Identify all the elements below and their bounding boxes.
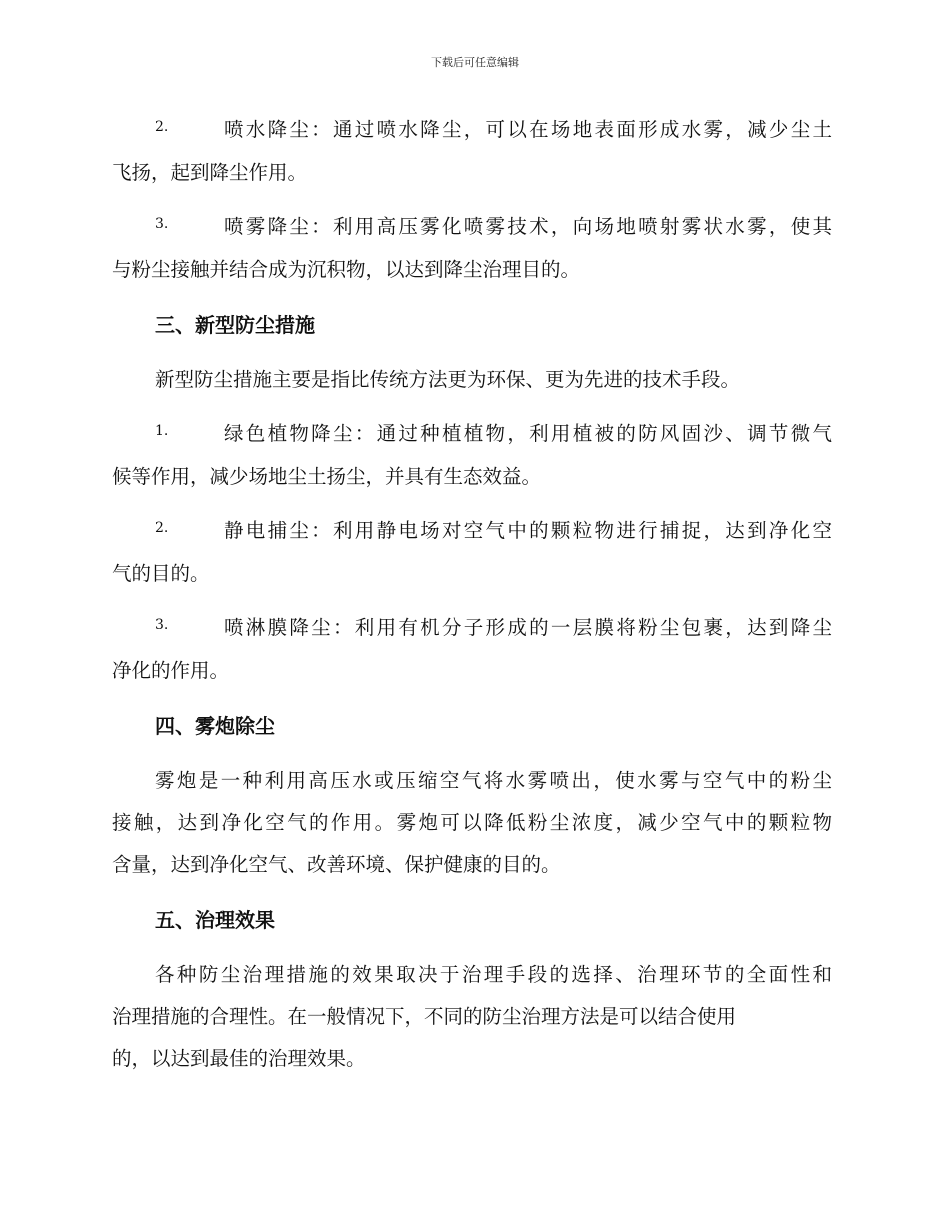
list-item-text: 与粉尘接触并结合成为沉积物，以达到降尘治理目的。	[112, 258, 581, 281]
section-heading: 五、治理效果	[155, 908, 275, 932]
paragraph-text: 各种防尘治理措施的效果取决于治理手段的选择、治理环节的全面性和	[155, 963, 832, 986]
list-item-text: 喷淋膜降尘：利用有机分子形成的一层膜将粉尘包裹，达到降尘	[224, 616, 832, 639]
list-item-text: 喷水降尘：通过喷水降尘，可以在场地表面形成水雾，减少尘土	[224, 118, 832, 141]
list-item-text: 飞扬，起到降尘作用。	[112, 161, 308, 184]
list-number: 3.	[155, 216, 169, 232]
list-number: 2.	[155, 119, 169, 135]
list-item-text: 喷雾降尘：利用高压雾化喷雾技术，向场地喷射雾状水雾，使其	[224, 215, 832, 238]
paragraph-text: 接触，达到净化空气的作用。雾炮可以降低粉尘浓度，减少空气中的颗粒物	[112, 811, 832, 834]
list-number: 2.	[155, 520, 169, 536]
section-heading: 三、新型防尘措施	[155, 313, 315, 337]
list-item-text: 净化的作用。	[112, 659, 230, 682]
list-item-text: 候等作用，减少场地尘土扬尘，并具有生态效益。	[112, 465, 542, 488]
page-header: 下载后可任意编辑	[431, 56, 519, 69]
paragraph-text: 新型防尘措施主要是指比传统方法更为环保、更为先进的技术手段。	[155, 368, 741, 391]
paragraph-text: 的，以达到最佳的治理效果。	[112, 1047, 366, 1070]
paragraph-text: 含量，达到净化空气、改善环境、保护健康的目的。	[112, 853, 561, 876]
list-number: 3.	[155, 617, 169, 633]
list-item-text: 静电捕尘：利用静电场对空气中的颗粒物进行捕捉，达到净化空	[224, 519, 832, 542]
paragraph-text: 治理措施的合理性。在一般情况下，不同的防尘治理方法是可以结合使用	[112, 1005, 737, 1028]
paragraph-text: 雾炮是一种利用高压水或压缩空气将水雾喷出，使水雾与空气中的粉尘	[155, 769, 832, 792]
list-item-text: 绿色植物降尘：通过种植植物，利用植被的防风固沙、调节微气	[224, 422, 832, 445]
section-heading: 四、雾炮除尘	[155, 714, 275, 738]
list-item-text: 气的目的。	[112, 562, 210, 585]
list-number: 1.	[155, 423, 169, 439]
